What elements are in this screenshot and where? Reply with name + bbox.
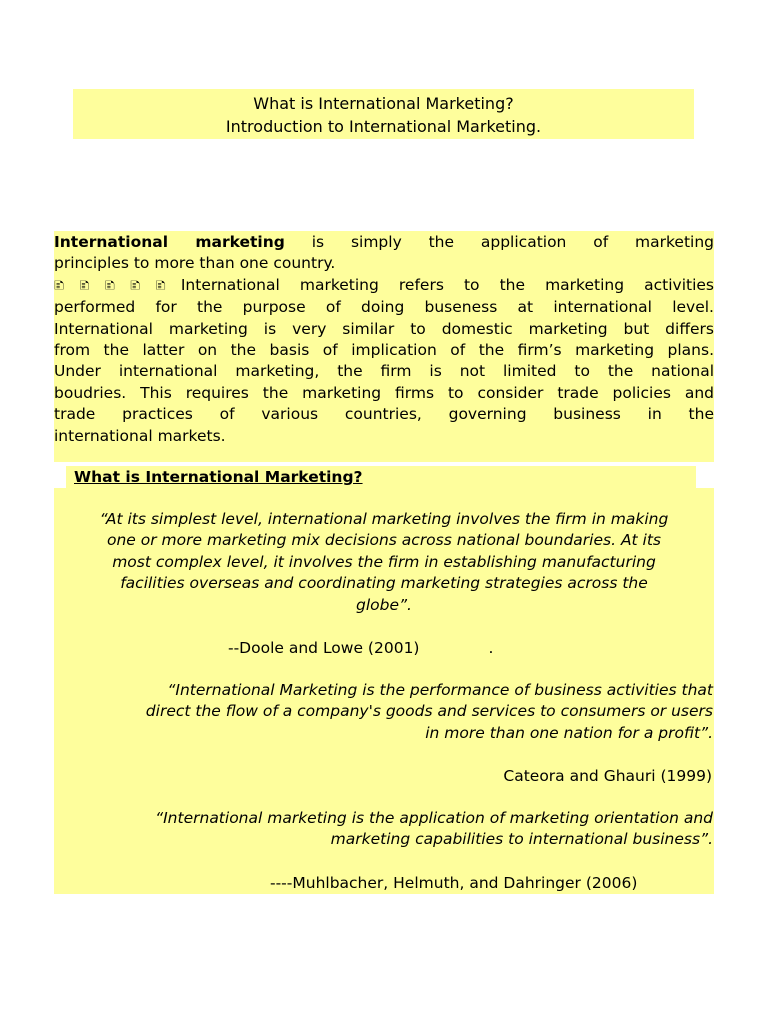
quote-1-line: globe”.: [356, 595, 412, 614]
quote-3-line: marketing capabilities to international business”.: [330, 830, 713, 849]
document-title-box: [73, 89, 694, 139]
quote-2-line: “International Marketing is the performance of business activities that: [167, 681, 713, 699]
intro-line-6: from the latter on the basis of implication of the firm’s marketing plans.: [54, 341, 714, 360]
citation-doole-lowe: --Doole and Lowe (2001) .: [228, 639, 494, 657]
intro-line-2: principles to more than one country.: [54, 254, 336, 273]
quote-muhlbacher: [54, 808, 713, 851]
intro-term-bold: International marketing: [54, 233, 285, 251]
title-line-1: What is International Marketing?: [253, 94, 514, 113]
definitions-box: [54, 488, 714, 894]
quote-2-line: in more than one nation for a profit”.: [425, 723, 713, 742]
citation-cateora-ghauri: Cateora and Ghauri (1999): [503, 767, 712, 785]
quote-cateora-ghauri: [54, 680, 713, 744]
intro-line-4: performed for the purpose of doing buseness at international level.: [54, 298, 714, 317]
intro-line-3-rest: International marketing refers to the marketing activities: [180, 275, 715, 294]
intro-line-10: international markets.: [54, 426, 226, 445]
section-heading: [66, 466, 696, 488]
quote-1-line: “At its simplest level, international marketing involves the firm in making: [99, 510, 669, 528]
intro-line-3: [54, 275, 714, 297]
quote-1-line: facilities overseas and coordinating marketing strategies across the: [120, 574, 648, 593]
quote-2-line: direct the flow of a company's goods and services to consumers or users: [145, 702, 713, 721]
placeholder-glyph-icons: 🗈🗈🗈🗈🗈: [54, 277, 181, 294]
intro-line-5: International marketing is very similar to domestic marketing but differs: [54, 319, 714, 338]
intro-line-1: [54, 232, 714, 253]
quote-1-line: one or more marketing mix decisions across national boundaries. At its: [106, 531, 662, 550]
intro-line-8: boudries. This requires the marketing firms to consider trade policies and: [54, 383, 714, 402]
title-line-2: Introduction to International Marketing.: [225, 117, 542, 136]
intro-line-7: Under international marketing, the firm is not limited to the national: [54, 362, 714, 381]
quote-doole-lowe: [54, 509, 714, 616]
quote-1-line: most complex level, it involves the firm in establishing manufacturing: [112, 552, 656, 571]
section-heading-text: What is International Marketing?: [74, 468, 363, 486]
citation-muhlbacher: ----Muhlbacher, Helmuth, and Dahringer (2006): [270, 874, 638, 892]
intro-paragraph: [54, 231, 714, 462]
intro-line-9: trade practices of various countries, governing business in the: [54, 405, 714, 424]
intro-line-1-rest: is simply the application of marketing: [284, 233, 714, 251]
quote-3-line: “International marketing is the application of marketing orientation and: [155, 809, 713, 827]
